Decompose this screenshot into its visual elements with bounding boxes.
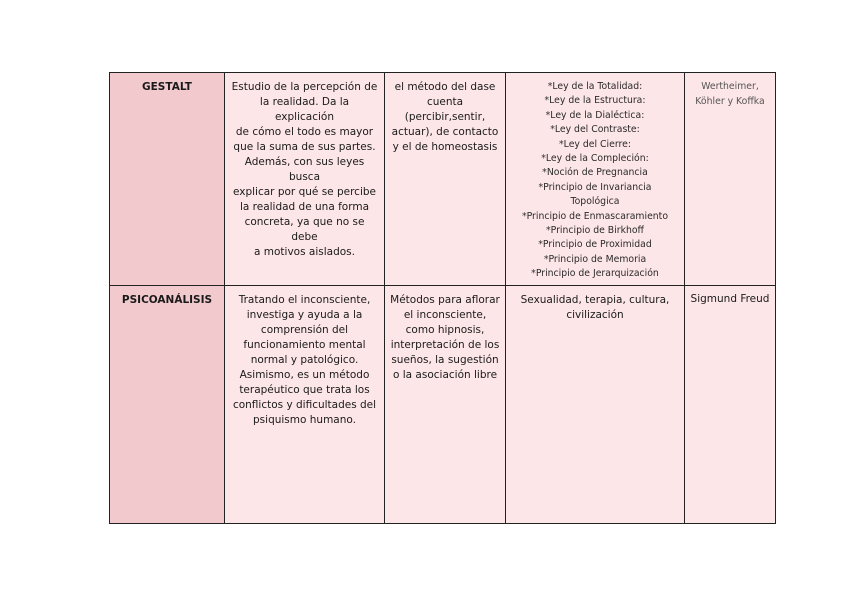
text-line: el inconsciente, <box>403 309 487 321</box>
description-text <box>225 73 384 260</box>
list-item: *Ley de la Totalidad: <box>547 81 643 92</box>
text-line: Sigmund Freud <box>690 293 770 305</box>
text-line: a motivos aislados. <box>254 246 355 258</box>
text-line: y el de homeostasis <box>392 141 498 153</box>
table-row-gestalt <box>110 73 776 286</box>
school-cell-psicoanalisis <box>110 286 225 524</box>
list-item: *Principio de Memoria <box>543 253 647 265</box>
school-name: PSICOANÁLISIS <box>121 294 213 306</box>
concepts-text <box>506 286 684 323</box>
concepts-cell-psicoanalisis <box>506 286 685 524</box>
text-line: Sexualidad, terapia, cultura, <box>520 294 670 306</box>
school-cell-gestalt <box>110 73 225 286</box>
list-item: *Principio de Invariancia <box>538 181 652 193</box>
text-line: Asimismo, es un método <box>239 369 370 381</box>
concepts-list <box>506 73 684 282</box>
text-line: conflictos y dificultades del <box>232 399 377 411</box>
text-line: psiquismo humano. <box>253 414 356 426</box>
text-line: concreta, ya que no se debe <box>244 216 365 243</box>
text-line: funcionamiento mental <box>243 339 366 351</box>
method-text <box>385 73 505 155</box>
list-item: *Principio de Proximidad <box>538 239 652 251</box>
text-line: (percibir,sentir, <box>404 111 486 123</box>
concepts-cell-gestalt <box>506 73 685 286</box>
text-line: Köhler y Koffka <box>695 96 765 107</box>
text-line: investiga y ayuda a la <box>246 309 363 321</box>
list-item: *Ley del Cierre: <box>559 138 631 150</box>
author-text <box>685 286 775 307</box>
text-line: Wertheimer, <box>701 81 759 92</box>
description-cell-gestalt <box>225 73 385 286</box>
list-item: *Ley de la Compleción: <box>541 153 649 165</box>
text-line: la realidad de una forma <box>239 201 370 213</box>
text-line: cuenta <box>426 96 464 108</box>
text-line: que la suma de sus partes. <box>233 141 376 153</box>
text-line: como hipnosis, <box>405 324 485 336</box>
list-item: *Ley de la Dialéctica: <box>545 109 645 121</box>
text-line: comprensión del <box>260 324 349 336</box>
author-cell-psicoanalisis <box>685 286 776 524</box>
text-line: el método del dase <box>394 81 496 93</box>
text-line: la realidad. Da la explicación <box>259 96 350 123</box>
description-cell-psicoanalisis <box>225 286 385 524</box>
list-item: Topológica <box>570 196 620 208</box>
comparison-table <box>109 72 776 524</box>
text-line: Métodos para aflorar <box>390 294 500 306</box>
table-row-psicoanalisis <box>110 286 776 524</box>
list-item: *Ley del Contraste: <box>550 124 640 136</box>
text-line: civilización <box>566 309 624 321</box>
description-text <box>225 286 384 428</box>
text-line: o la asociación libre <box>392 369 498 381</box>
list-item: *Principio de Enmascaramiento <box>521 210 669 222</box>
author-cell-gestalt <box>685 73 776 286</box>
method-text <box>385 286 505 383</box>
text-line: Estudio de la percepción de <box>231 81 378 93</box>
method-cell-gestalt <box>385 73 506 286</box>
text-line: sueños, la sugestión <box>391 354 499 366</box>
text-line: normal y patológico. <box>250 354 359 366</box>
school-name: GESTALT <box>142 81 192 93</box>
text-line: Tratando el inconsciente, <box>238 294 371 306</box>
text-line: actuar), de contacto <box>391 126 499 138</box>
text-line: de cómo el todo es mayor <box>235 126 374 138</box>
method-cell-psicoanalisis <box>385 286 506 524</box>
text-line: interpretación de los <box>390 339 500 351</box>
list-item: *Principio de Birkhoff <box>546 225 644 237</box>
text-line: terapéutico que trata los <box>239 384 370 396</box>
list-item: *Noción de Pregnancia <box>542 167 648 179</box>
text-line: Además, con sus leyes busca <box>244 156 365 183</box>
text-line: explicar por qué se percibe <box>232 186 376 198</box>
list-item: *Principio de Jerarquización <box>531 268 659 280</box>
list-item: *Ley de la Estructura: <box>544 95 646 107</box>
author-text <box>685 73 775 109</box>
